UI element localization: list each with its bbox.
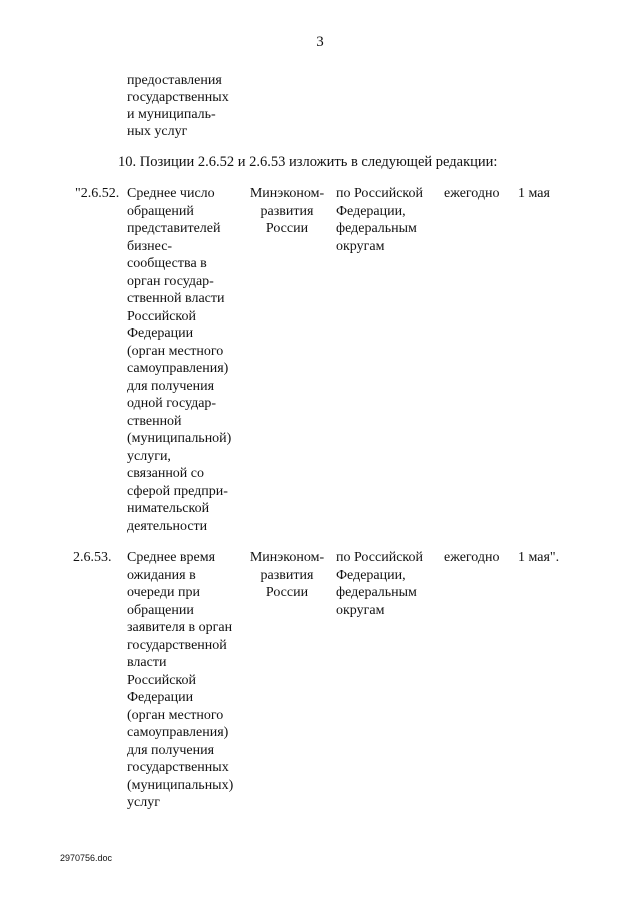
name-line: ожидания в xyxy=(127,567,196,583)
ministry-line: России xyxy=(265,221,309,236)
region-line: округам xyxy=(336,602,385,618)
breakdown-level xyxy=(336,185,446,255)
indicator-name xyxy=(127,185,252,535)
name-line: власти xyxy=(127,655,167,670)
ministry-line: развития xyxy=(260,567,314,583)
ministry-line: развития xyxy=(260,203,314,219)
responsible-ministry xyxy=(245,549,329,602)
name-line: сферой предпри- xyxy=(127,483,228,499)
name-line: обращении xyxy=(127,602,194,618)
region-line: федеральным xyxy=(336,221,417,236)
name-line: самоуправления) xyxy=(127,361,229,376)
region-line: Федерации, xyxy=(336,567,406,583)
name-line: Российской xyxy=(127,308,196,324)
region-line: округам xyxy=(336,238,385,254)
name-line: Российской xyxy=(127,672,196,688)
frequency: ежегодно xyxy=(444,550,500,565)
continuation-text xyxy=(127,72,229,140)
name-line: (муниципальной) xyxy=(127,431,232,446)
position-number: "2.6.52. xyxy=(75,186,120,201)
name-line: Федерации xyxy=(127,326,194,341)
deadline-date: 1 мая xyxy=(518,186,550,201)
name-line: заявителя в орган xyxy=(127,620,233,635)
name-line: связанной со xyxy=(127,466,205,481)
ministry-line: Минэконом- xyxy=(249,186,325,201)
continuation-line: и муниципаль- xyxy=(127,107,216,122)
name-line: Федерации xyxy=(127,690,194,705)
deadline-date: 1 мая". xyxy=(518,550,560,565)
continuation-line: предоставления xyxy=(127,73,222,88)
name-line: для получения xyxy=(127,378,215,394)
name-line: бизнес- xyxy=(127,238,173,254)
name-line: одной государ- xyxy=(127,396,217,411)
name-line: ственной xyxy=(127,413,182,429)
name-line: деятельности xyxy=(127,518,208,534)
name-line: нимательской xyxy=(127,501,210,516)
region-line: по Российской xyxy=(336,186,423,201)
document-filename: 2970756.doc xyxy=(60,853,113,863)
name-line: Среднее время xyxy=(127,550,216,565)
name-line: государственных xyxy=(127,760,229,775)
name-line: обращений xyxy=(127,203,194,219)
name-line: услуг xyxy=(127,795,160,810)
name-line: (орган местного xyxy=(127,707,224,723)
breakdown-level xyxy=(336,549,446,619)
name-line: ственной власти xyxy=(127,291,225,306)
indicator-name xyxy=(127,549,252,812)
region-line: федеральным xyxy=(336,585,417,600)
name-line: представителей xyxy=(127,221,221,236)
amendment-instruction: 10. Позиции 2.6.52 и 2.6.53 изложить в следующей редакции: xyxy=(118,154,498,170)
name-line: самоуправления) xyxy=(127,725,229,740)
name-line: орган государ- xyxy=(127,273,214,289)
region-line: Федерации, xyxy=(336,203,406,219)
ministry-line: России xyxy=(265,585,309,600)
name-line: (муниципальных) xyxy=(127,777,234,793)
name-line: услуги, xyxy=(127,448,171,464)
name-line: для получения xyxy=(127,742,215,758)
name-line: Среднее число xyxy=(127,186,215,201)
name-line: государственной xyxy=(127,637,227,653)
region-line: по Российской xyxy=(336,550,423,565)
name-line: очереди при xyxy=(127,585,201,600)
continuation-line: государственных xyxy=(127,90,229,105)
continuation-line: ных услуг xyxy=(127,124,188,139)
frequency: ежегодно xyxy=(444,186,500,201)
position-number: 2.6.53. xyxy=(73,550,112,565)
responsible-ministry xyxy=(245,185,329,238)
ministry-line: Минэконом- xyxy=(249,550,325,565)
page-number: 3 xyxy=(316,34,324,50)
name-line: (орган местного xyxy=(127,343,224,359)
name-line: сообщества в xyxy=(127,256,207,271)
